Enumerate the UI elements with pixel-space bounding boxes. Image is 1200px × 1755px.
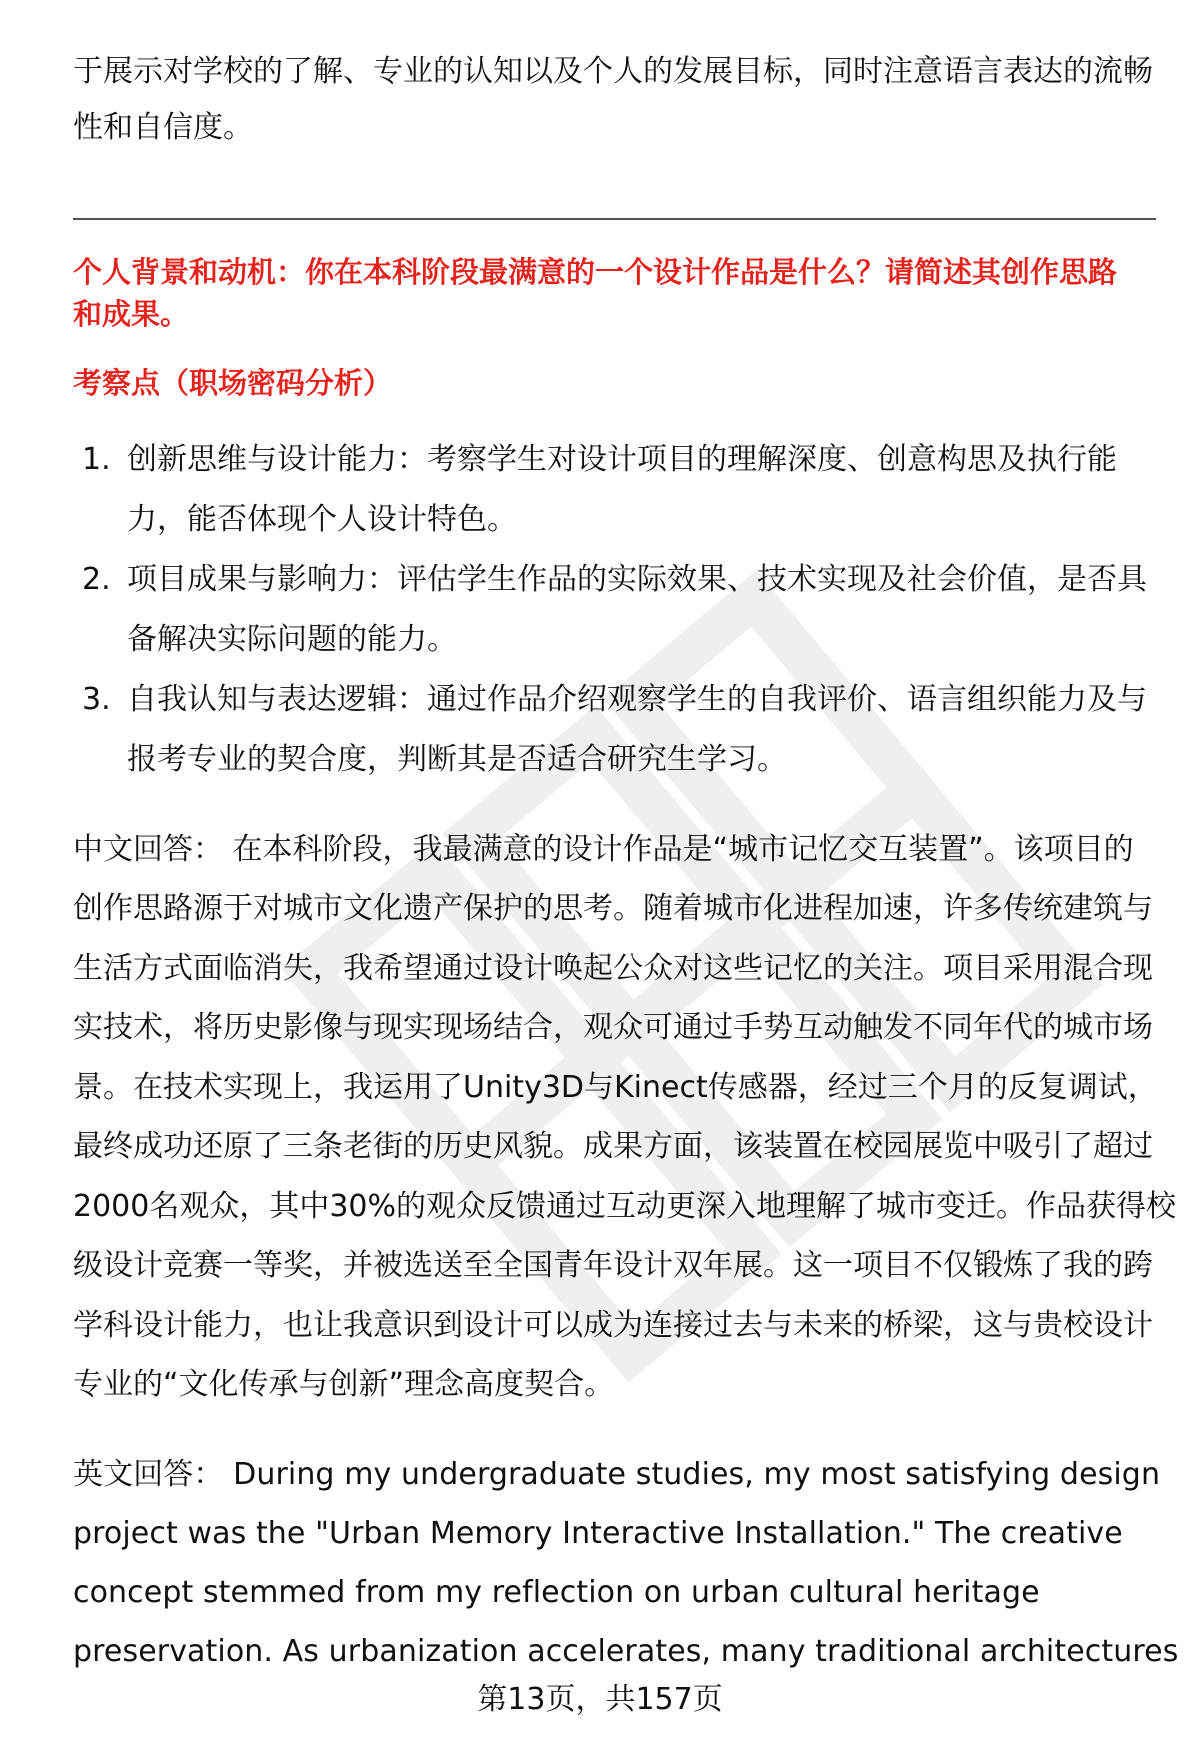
chinese-answer-line: 实技术，将历史影像与现实现场结合，观众可通过手势互动触发不同年代的城市场 bbox=[73, 1010, 1153, 1045]
list-item-number: 2. bbox=[82, 562, 111, 597]
english-answer-line: 英文回答： During my undergraduate studies, my most satisfying design bbox=[73, 1457, 1161, 1492]
list-item-number: 1. bbox=[82, 442, 111, 477]
chinese-answer-line: 最终成功还原了三条老街的历史风貌。成果方面，该装置在校园展览中吸引了超过 bbox=[73, 1129, 1153, 1164]
page-number-footer: 第13页，共157页 bbox=[477, 1682, 723, 1717]
list-item-text: 力，能否体现个人设计特色。 bbox=[127, 502, 517, 537]
english-answer-line: project was the "Urban Memory Interactive Installation." The creative bbox=[73, 1516, 1123, 1551]
list-item-number: 3. bbox=[82, 682, 111, 717]
section-divider bbox=[73, 218, 1156, 220]
chinese-answer-line: 2000名观众，其中30%的观众反馈通过互动更深入地理解了城市变迁。作品获得校 bbox=[73, 1189, 1177, 1224]
chinese-answer-line: 中文回答： 在本科阶段，我最满意的设计作品是“城市记忆交互装置”。该项目的 bbox=[73, 832, 1134, 867]
chinese-answer-line: 专业的“文化传承与创新”理念高度契合。 bbox=[73, 1367, 615, 1402]
list-item-text: 创新思维与设计能力：考察学生对设计项目的理解深度、创意构思及执行能 bbox=[127, 442, 1117, 477]
chinese-answer-line: 级设计竞赛一等奖，并被选送至全国青年设计双年展。这一项目不仅锻炼了我的跨 bbox=[73, 1248, 1153, 1283]
analysis-heading: 考察点（职场密码分析） bbox=[73, 366, 393, 400]
question-line-2: 和成果。 bbox=[73, 297, 190, 331]
list-item-text: 报考专业的契合度，判断其是否适合研究生学习。 bbox=[127, 742, 787, 777]
list-item-text: 项目成果与影响力：评估学生作品的实际效果、技术实现及社会价值，是否具 bbox=[127, 562, 1147, 597]
english-answer-line: concept stemmed from my reflection on urban cultural heritage bbox=[73, 1575, 1040, 1610]
intro-line-1: 于展示对学校的了解、专业的认知以及个人的发展目标，同时注意语言表达的流畅 bbox=[73, 54, 1153, 89]
chinese-answer-line: 生活方式面临消失，我希望通过设计唤起公众对这些记忆的关注。项目采用混合现 bbox=[73, 951, 1153, 986]
list-item-text: 自我认知与表达逻辑：通过作品介绍观察学生的自我评价、语言组织能力及与 bbox=[127, 682, 1147, 717]
english-answer-line: preservation. As urbanization accelerates, many traditional architectures bbox=[73, 1634, 1179, 1669]
list-item-text: 备解决实际问题的能力。 bbox=[127, 622, 457, 657]
chinese-answer-line: 景。在技术实现上，我运用了Unity3D与Kinect传感器，经过三个月的反复调试， bbox=[73, 1070, 1158, 1105]
chinese-answer-line: 学科设计能力，也让我意识到设计可以成为连接过去与未来的桥梁，这与贵校设计 bbox=[73, 1308, 1153, 1343]
question-line-1: 个人背景和动机：你在本科阶段最满意的一个设计作品是什么？请简述其创作思路 bbox=[73, 255, 1118, 289]
intro-line-2: 性和自信度。 bbox=[73, 110, 253, 145]
chinese-answer-line: 创作思路源于对城市文化遗产保护的思考。随着城市化进程加速，许多传统建筑与 bbox=[73, 891, 1153, 926]
